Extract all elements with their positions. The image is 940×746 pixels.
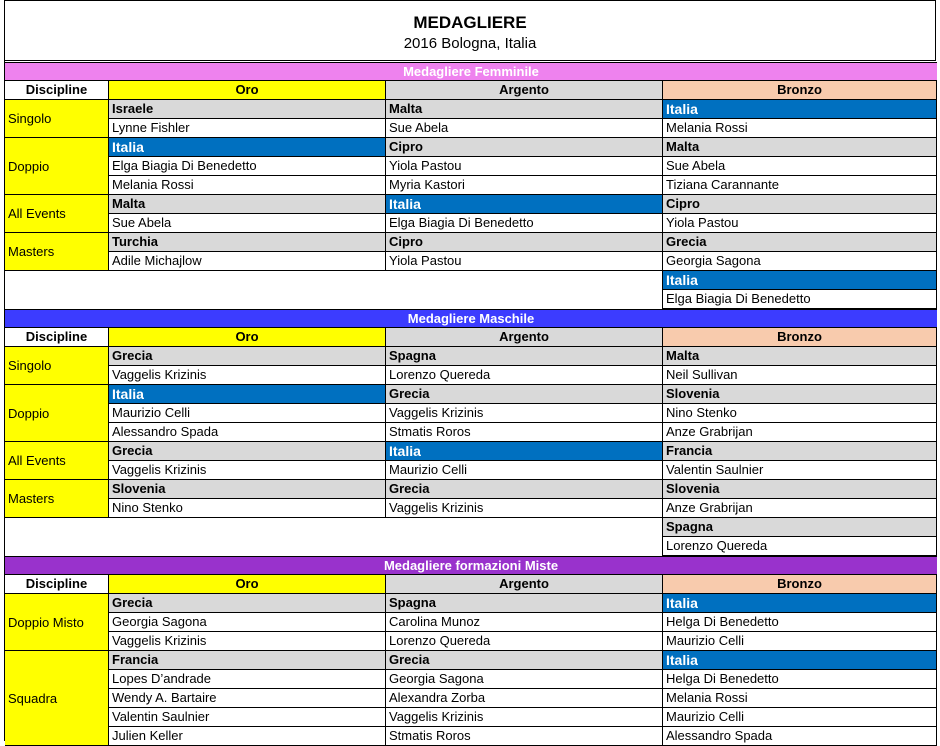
bronze-athlete: Maurizio Celli: [663, 632, 937, 651]
bronze-athlete: Sue Abela: [663, 157, 937, 176]
gold-athlete: Vaggelis Krizinis: [109, 632, 386, 651]
page-title: MEDAGLIERE: [413, 13, 527, 32]
medal-row: [5, 195, 937, 214]
bronze-nation: Slovenia: [663, 480, 937, 499]
extra-bronze-row: [5, 290, 937, 309]
medal-row: [5, 613, 937, 632]
column-header-row: [5, 575, 937, 594]
column-header-bronze: Bronzo: [663, 81, 937, 100]
gold-nation: Slovenia: [109, 480, 386, 499]
gold-athlete: Alessandro Spada: [109, 423, 386, 442]
medal-row: [5, 214, 937, 233]
spacer: [5, 537, 663, 556]
column-header-bronze: Bronzo: [663, 328, 937, 347]
silver-athlete: Georgia Sagona: [386, 670, 663, 689]
column-header-bronze: Bronzo: [663, 575, 937, 594]
discipline-label: Singolo: [5, 347, 109, 385]
gold-nation: Grecia: [109, 442, 386, 461]
medal-row: [5, 480, 937, 499]
medal-row: [5, 404, 937, 423]
medal-row: [5, 499, 937, 518]
section-title: Medagliere formazioni Miste: [5, 556, 937, 575]
silver-nation: Cipro: [386, 138, 663, 157]
bronze-athlete: Helga Di Benedetto: [663, 613, 937, 632]
column-header-discipline: Discipline: [5, 575, 109, 594]
silver-athlete: Stmatis Roros: [386, 423, 663, 442]
gold-athlete: Lynne Fishler: [109, 119, 386, 138]
page-subtitle: 2016 Bologna, Italia: [403, 35, 537, 52]
medal-row: [5, 442, 937, 461]
section-title: Medagliere Femminile: [5, 62, 937, 81]
medal-row: [5, 138, 937, 157]
gold-athlete: Lopes D’andrade: [109, 670, 386, 689]
silver-athlete: Lorenzo Quereda: [386, 366, 663, 385]
silver-athlete: Stmatis Roros: [386, 727, 663, 746]
silver-nation: Malta: [386, 100, 663, 119]
medal-row: [5, 119, 937, 138]
gold-nation-italia: Italia: [109, 385, 386, 404]
silver-nation: Cipro: [386, 233, 663, 252]
silver-nation-italia: Italia: [386, 195, 663, 214]
medal-row: [5, 233, 937, 252]
bronze-athlete: Melania Rossi: [663, 119, 937, 138]
discipline-label: Masters: [5, 480, 109, 518]
bronze-athlete: Lorenzo Quereda: [663, 537, 937, 556]
bronze-nation: Grecia: [663, 233, 937, 252]
silver-athlete: Myria Kastori: [386, 176, 663, 195]
silver-nation: Spagna: [386, 594, 663, 613]
gold-nation-italia: Italia: [109, 138, 386, 157]
gold-nation: Israele: [109, 100, 386, 119]
silver-athlete: Vaggelis Krizinis: [386, 708, 663, 727]
silver-nation-italia: Italia: [386, 442, 663, 461]
discipline-label: Doppio: [5, 385, 109, 442]
bronze-athlete: Alessandro Spada: [663, 727, 937, 746]
silver-athlete: Vaggelis Krizinis: [386, 499, 663, 518]
gold-nation: Turchia: [109, 233, 386, 252]
bronze-nation-italia: Italia: [663, 651, 937, 670]
bronze-nation: Spagna: [663, 518, 937, 537]
silver-athlete: Yiola Pastou: [386, 157, 663, 176]
bronze-nation: Malta: [663, 138, 937, 157]
discipline-label: Squadra: [5, 651, 109, 746]
bronze-athlete: Neil Sullivan: [663, 366, 937, 385]
medal-row: [5, 708, 937, 727]
gold-athlete: Vaggelis Krizinis: [109, 461, 386, 480]
gold-athlete: Maurizio Celli: [109, 404, 386, 423]
spacer: [5, 290, 663, 309]
medal-row: [5, 252, 937, 271]
medal-row: [5, 632, 937, 651]
bronze-athlete: Valentin Saulnier: [663, 461, 937, 480]
bronze-athlete: Melania Rossi: [663, 689, 937, 708]
bronze-athlete: Tiziana Carannante: [663, 176, 937, 195]
medal-row: [5, 100, 937, 119]
silver-nation: Grecia: [386, 480, 663, 499]
silver-athlete: Vaggelis Krizinis: [386, 404, 663, 423]
bronze-nation-italia: Italia: [663, 594, 937, 613]
medal-row: [5, 423, 937, 442]
gold-athlete: Adile Michajlow: [109, 252, 386, 271]
spacer: [5, 518, 663, 537]
column-header-gold: Oro: [109, 328, 386, 347]
silver-athlete: Carolina Munoz: [386, 613, 663, 632]
bronze-athlete: Anze Grabrijan: [663, 423, 937, 442]
gold-nation: Grecia: [109, 594, 386, 613]
silver-athlete: Maurizio Celli: [386, 461, 663, 480]
medal-row: [5, 727, 937, 746]
medal-row: [5, 366, 937, 385]
column-header-discipline: Discipline: [5, 81, 109, 100]
gold-nation: Francia: [109, 651, 386, 670]
gold-athlete: Georgia Sagona: [109, 613, 386, 632]
silver-nation: Grecia: [386, 651, 663, 670]
gold-athlete: Wendy A. Bartaire: [109, 689, 386, 708]
column-header-gold: Oro: [109, 575, 386, 594]
discipline-label: Doppio Misto: [5, 594, 109, 651]
gold-nation: Malta: [109, 195, 386, 214]
bronze-athlete: Maurizio Celli: [663, 708, 937, 727]
gold-athlete: Elga Biagia Di Benedetto: [109, 157, 386, 176]
silver-athlete: Elga Biagia Di Benedetto: [386, 214, 663, 233]
extra-bronze-row: [5, 271, 937, 290]
column-header-silver: Argento: [386, 328, 663, 347]
column-header-row: [5, 81, 937, 100]
medal-row: [5, 176, 937, 195]
silver-nation: Grecia: [386, 385, 663, 404]
bronze-nation-italia: Italia: [663, 100, 937, 119]
column-header-silver: Argento: [386, 81, 663, 100]
medal-row: [5, 670, 937, 689]
bronze-athlete: Helga Di Benedetto: [663, 670, 937, 689]
column-header-gold: Oro: [109, 81, 386, 100]
discipline-label: Masters: [5, 233, 109, 271]
gold-athlete: Valentin Saulnier: [109, 708, 386, 727]
extra-bronze-row: [5, 537, 937, 556]
silver-athlete: Lorenzo Quereda: [386, 632, 663, 651]
column-header-discipline: Discipline: [5, 328, 109, 347]
discipline-label: Doppio: [5, 138, 109, 195]
medal-row: [5, 689, 937, 708]
column-header-row: [5, 328, 937, 347]
bronze-athlete: Nino Stenko: [663, 404, 937, 423]
bronze-athlete: Anze Grabrijan: [663, 499, 937, 518]
silver-nation: Spagna: [386, 347, 663, 366]
gold-athlete: Vaggelis Krizinis: [109, 366, 386, 385]
bronze-athlete: Elga Biagia Di Benedetto: [663, 290, 937, 309]
discipline-label: All Events: [5, 195, 109, 233]
gold-athlete: Julien Keller: [109, 727, 386, 746]
column-header-silver: Argento: [386, 575, 663, 594]
medal-row: [5, 385, 937, 404]
extra-bronze-row: [5, 518, 937, 537]
silver-athlete: Alexandra Zorba: [386, 689, 663, 708]
bronze-nation: Cipro: [663, 195, 937, 214]
medal-table-sheet: [4, 0, 937, 741]
medal-row: [5, 461, 937, 480]
bronze-nation-italia: Italia: [663, 271, 937, 290]
bronze-nation: Francia: [663, 442, 937, 461]
medal-row: [5, 651, 937, 670]
header-box: [5, 0, 936, 61]
discipline-label: All Events: [5, 442, 109, 480]
section-title: Medagliere Maschile: [5, 309, 937, 328]
bronze-nation: Slovenia: [663, 385, 937, 404]
bronze-athlete: Yiola Pastou: [663, 214, 937, 233]
gold-athlete: Melania Rossi: [109, 176, 386, 195]
gold-athlete: Nino Stenko: [109, 499, 386, 518]
gold-nation: Grecia: [109, 347, 386, 366]
silver-athlete: Sue Abela: [386, 119, 663, 138]
medal-row: [5, 157, 937, 176]
spacer: [5, 271, 663, 290]
medal-row: [5, 347, 937, 366]
discipline-label: Singolo: [5, 100, 109, 138]
bronze-nation: Malta: [663, 347, 937, 366]
gold-athlete: Sue Abela: [109, 214, 386, 233]
bronze-athlete: Georgia Sagona: [663, 252, 937, 271]
silver-athlete: Yiola Pastou: [386, 252, 663, 271]
medal-row: [5, 594, 937, 613]
